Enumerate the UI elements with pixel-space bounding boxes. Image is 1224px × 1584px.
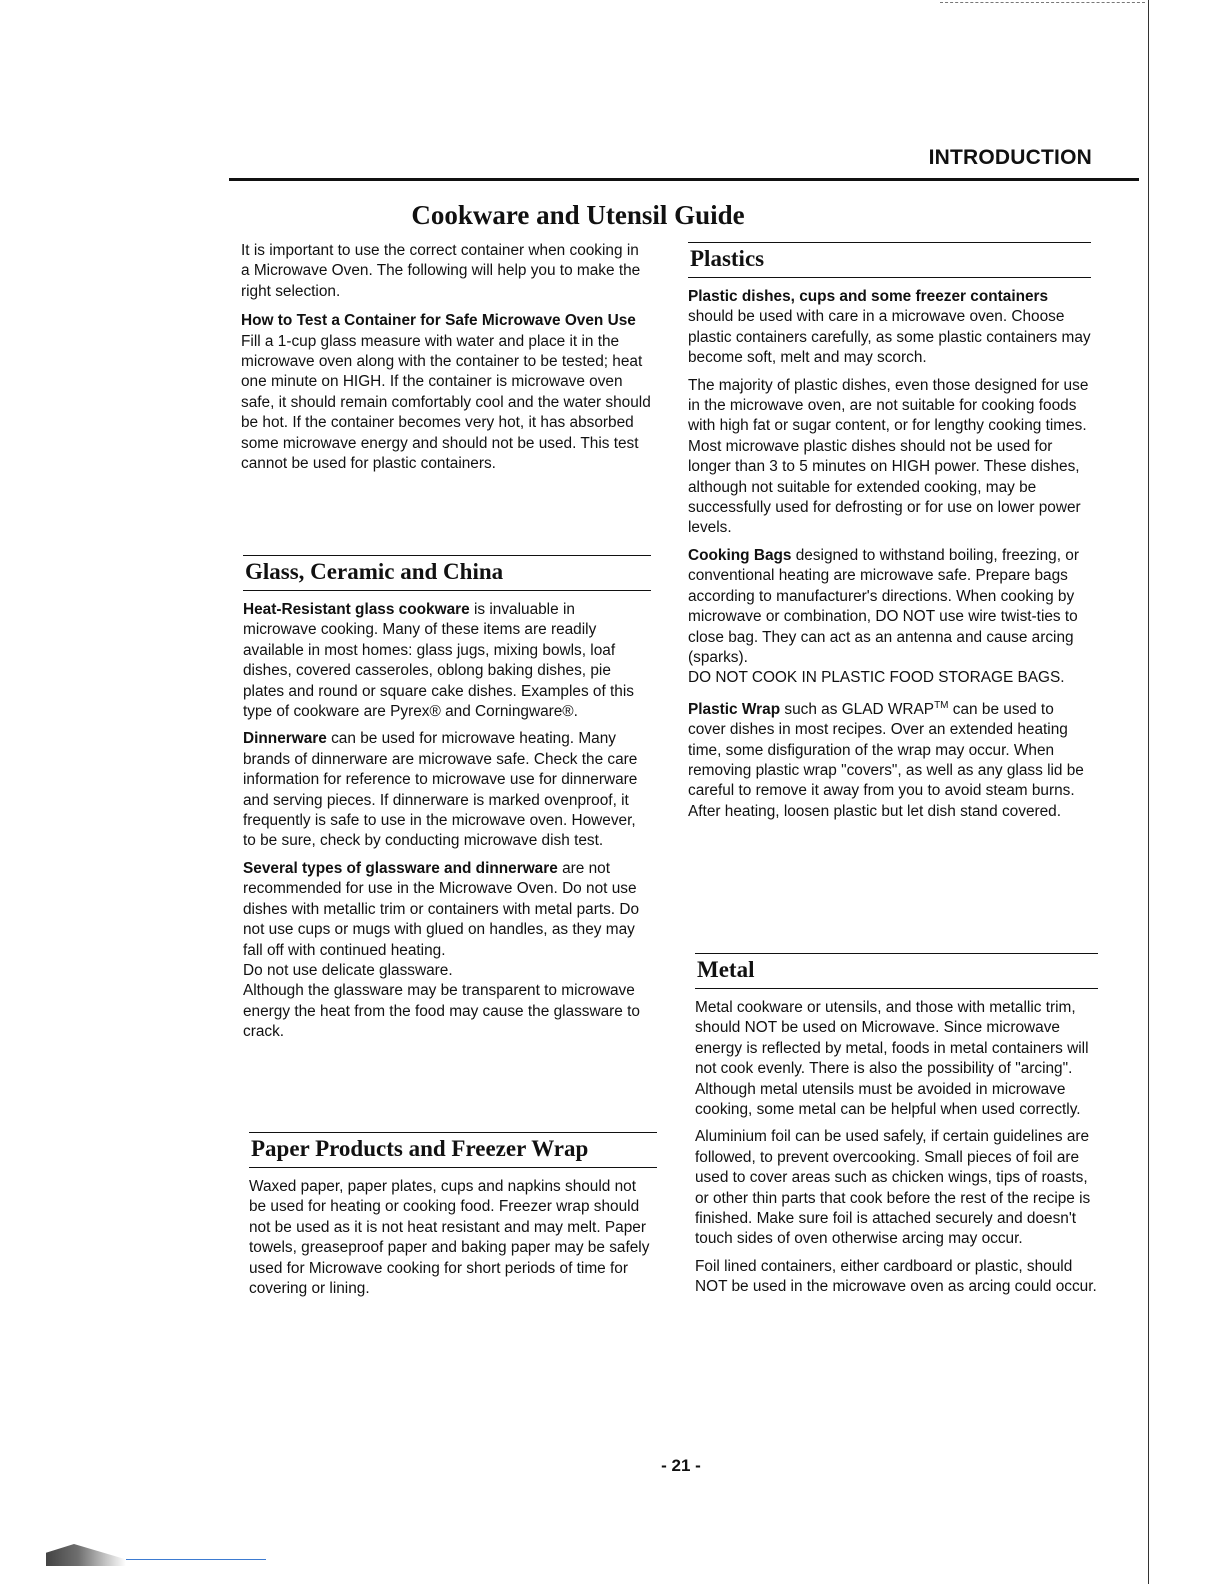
glass-paragraph-3: Several types of glassware and dinnerware are not recommended for use in the Microwave Oven. Do not use dishes with metallic trim or containers with metal parts. Do not use cups or mugs with glued on handles, as they may fall off with continued heating. xyxy=(243,859,640,959)
trademark-mark: TM xyxy=(934,699,949,711)
metal-paragraph-2: Aluminium foil can be used safely, if certain guidelines are followed, to prevent overcooking. Small pieces of foil are used to cover areas such as chicken wings, tips of roasts, or other thin parts that cook before the rest of the recipe is finished. Make sure foil is attached securely and doesn't touch sides of oven otherwise arcing may occur. xyxy=(695,1128,1091,1248)
paper-section-title: Paper Products and Freezer Wrap xyxy=(249,1132,657,1168)
paper-body: Waxed paper, paper plates, cups and napkins should not be used for heating or cooking food. Freezer wrap should not be used as it is not heat resistant and may melt. Paper towels, greaseproof paper and baking paper may be safely used for Microwave cooking for short periods of time for covering or lining. xyxy=(249,1178,650,1298)
metal-section xyxy=(695,953,1098,1305)
plastics-warning: DO NOT COOK IN PLASTIC FOOD STORAGE BAGS. xyxy=(688,669,1065,687)
page-title: Cookware and Utensil Guide xyxy=(411,200,745,230)
scan-right-edge-line xyxy=(1148,0,1149,1584)
metal-section-title: Metal xyxy=(695,953,1098,989)
scan-top-dash xyxy=(940,2,1145,3)
glass-note-delicate: Do not use delicate glassware. xyxy=(243,961,453,979)
glass-paragraph-1: Heat-Resistant glass cookware is invaluable in microwave cooking. Many of these items are readily available in most homes: glass jugs, mixing bowls, loaf dishes, covered casseroles, oblong baking dishes, pie plates and round or square cake dishes. Examples of this type of cookware are Pyrex® and Corningware®. xyxy=(243,601,634,721)
glass-section-title: Glass, Ceramic and China xyxy=(243,555,651,591)
plastics-paragraph-4: Plastic Wrap such as GLAD WRAP™ can be used to cover dishes in most recipes. Over an extended heating time, some disfiguration of the wrap may occur. When removing plastic wrap "covers", as well as any glass lid be careful to remove it away from you to avoid steam burns. After heating, loosen plastic but let dish stand covered. xyxy=(688,699,1084,820)
left-intro-block xyxy=(241,241,651,481)
metal-paragraph-3: Foil lined containers, either cardboard or plastic, should NOT be used in the microwave oven as arcing could occur. xyxy=(695,1257,1097,1296)
metal-paragraph-1b: Although metal utensils must be avoided in microwave cooking, some metal can be helpful when used correctly. xyxy=(695,1080,1081,1119)
page-number: - 21 - xyxy=(661,1456,701,1475)
test-heading: How to Test a Container for Safe Microwave Oven Use xyxy=(241,312,636,330)
metal-paragraph-1: Metal cookware or utensils, and those with metallic trim, should NOT be used on Microwave. Since microwave energy is reflected by metal, foods in metal containers will not cook evenly. There is also the possibility of "arcing". xyxy=(695,999,1089,1078)
glass-paragraph-2: Dinnerware can be used for microwave heating. Many brands of dinnerware are microwave safe. Check the care information for reference to microwave use for dinnerware and serving pieces. If dinnerware is marked ovenproof, it frequently is safe to use in the microwave oven. However, to be sure, check by conducting microwave dish test. xyxy=(243,730,638,850)
test-body: Fill a 1-cup glass measure with water and place it in the microwave oven along with the container to be tested; heat one minute on HIGH. If the container is microwave oven safe, it should remain comfortably cool and the water should be hot. If the container becomes very hot, it has absorbed some microwave energy and should not be used. This test cannot be used for plastic containers. xyxy=(241,332,651,473)
scan-smudge xyxy=(46,1544,126,1566)
scan-blue-line xyxy=(126,1559,266,1560)
glass-section xyxy=(243,555,651,1043)
plastics-section xyxy=(688,242,1091,829)
plastics-section-title: Plastics xyxy=(688,242,1091,278)
paper-section xyxy=(249,1132,657,1306)
header-rule xyxy=(229,178,1139,181)
intro-paragraph: It is important to use the correct container when cooking in a Microwave Oven. The following will help you to make the right selection. xyxy=(241,242,641,300)
plastics-paragraph-3: Cooking Bags designed to withstand boiling, freezing, or conventional heating are microwave safe. Prepare bags according to manufacturer's directions. When cooking by microwave or combination, DO NOT use wire twist-ties to close bag. They can act as an antenna and cause arcing (sparks). xyxy=(688,546,1079,666)
plastics-paragraph-2: The majority of plastic dishes, even those designed for use in the microwave oven, are not suitable for cooking foods with high fat or sugar content, or for lengthy cooking times. Most microwave plastic dishes should not be used for longer than 3 to 5 minutes on HIGH power. These dishes, although not suitable for extended cooking, may be successfully used for defrosting or for use on lower power levels. xyxy=(688,376,1089,537)
glass-note-crack: Although the glassware may be transparent to microwave energy the heat from the food may cause the glassware to crack. xyxy=(243,982,640,1041)
section-label: INTRODUCTION xyxy=(928,146,1092,169)
plastics-paragraph-1: Plastic dishes, cups and some freezer containers should be used with care in a microwave oven. Choose plastic containers carefully, as some plastic containers may become soft, melt and may scorch. xyxy=(688,288,1091,367)
